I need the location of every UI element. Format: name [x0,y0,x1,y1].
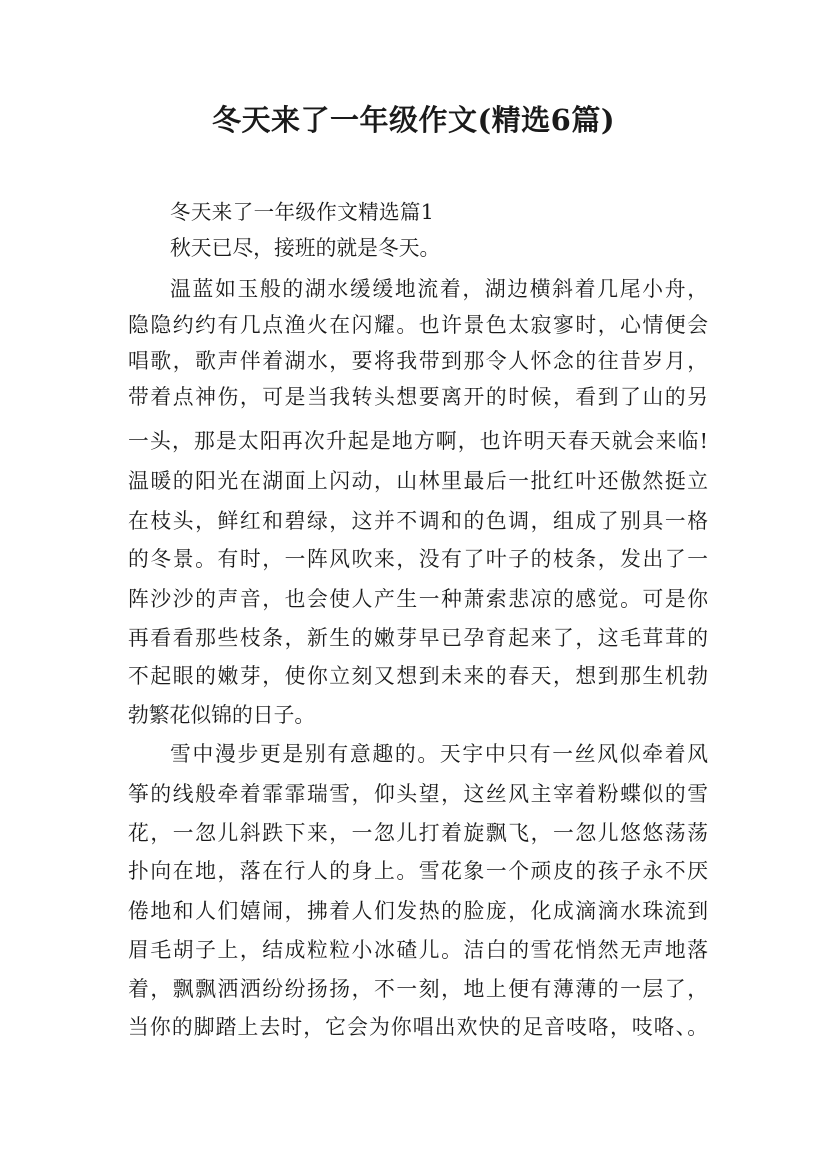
paragraph-line: 当你的脚踏上去时，它会为你唱出欢快的足音吱咯，吱咯、。 [128,1015,708,1039]
paragraph-line: 在枝头，鲜红和碧绿，这并不调和的色调，组成了别具一格 [128,509,708,533]
paragraph-line: 着，飘飘洒洒纷纷扬扬，不一刻，地上便有薄薄的一层了， [128,977,708,1001]
paragraph-line: 带着点神伤，可是当我转头想要离开的时候，看到了山的另 [128,385,708,409]
paragraph-line: 隐隐约约有几点渔火在闪耀。也许景色太寂寥时，心情便会 [128,313,708,337]
paragraph-line: 扑向在地，落在行人的身上。雪花象一个顽皮的孩子永不厌 [128,859,708,883]
paragraph-line: 温暖的阳光在湖面上闪动，山林里最后一批红叶还傲然挺立 [128,469,708,493]
paragraph-line: 雪中漫步更是别有意趣的。天宇中只有一丝风似牵着风 [170,742,708,766]
paragraph-line: 阵沙沙的声音，也会使人产生一种萧索悲凉的感觉。可是你 [128,587,708,611]
paragraph-line: 温蓝如玉般的湖水缓缓地流着，湖边横斜着几尾小舟， [170,277,708,301]
paragraph-line: 不起眼的嫩芽，使你立刻又想到未来的春天，想到那生机勃 [128,664,708,688]
section-heading: 冬天来了一年级作文精选篇1 [170,200,435,224]
paragraph-line: 筝的线般牵着霏霏瑞雪，仰头望，这丝风主宰着粉蝶似的雪 [128,782,708,806]
paragraph-line: 秋天已尽，接班的就是冬天。 [170,236,441,260]
document-title: 冬天来了一年级作文(精选6篇) [211,103,616,137]
paragraph-line: 花，一忽儿斜跌下来，一忽儿打着旋飘飞，一忽儿悠悠荡荡 [128,821,708,845]
paragraph-line: 再看看那些枝条，新生的嫩芽早已孕育起来了，这毛茸茸的 [128,626,708,650]
paragraph-line: 的冬景。有时，一阵风吹来，没有了叶子的枝条，发出了一 [128,547,708,571]
paragraph-line: 倦地和人们嬉闹，拂着人们发热的脸庞，化成滴滴水珠流到 [128,899,708,923]
paragraph-line: 勃繁花似锦的日子。 [128,703,316,727]
paragraph-line: 眉毛胡子上，结成粒粒小冰碴儿。洁白的雪花悄然无声地落 [128,938,708,962]
paragraph-line: 一头，那是太阳再次升起是地方啊，也许明天春天就会来临! [128,429,708,453]
paragraph-line: 唱歌，歌声伴着湖水，要将我带到那令人怀念的往昔岁月， [128,349,708,373]
